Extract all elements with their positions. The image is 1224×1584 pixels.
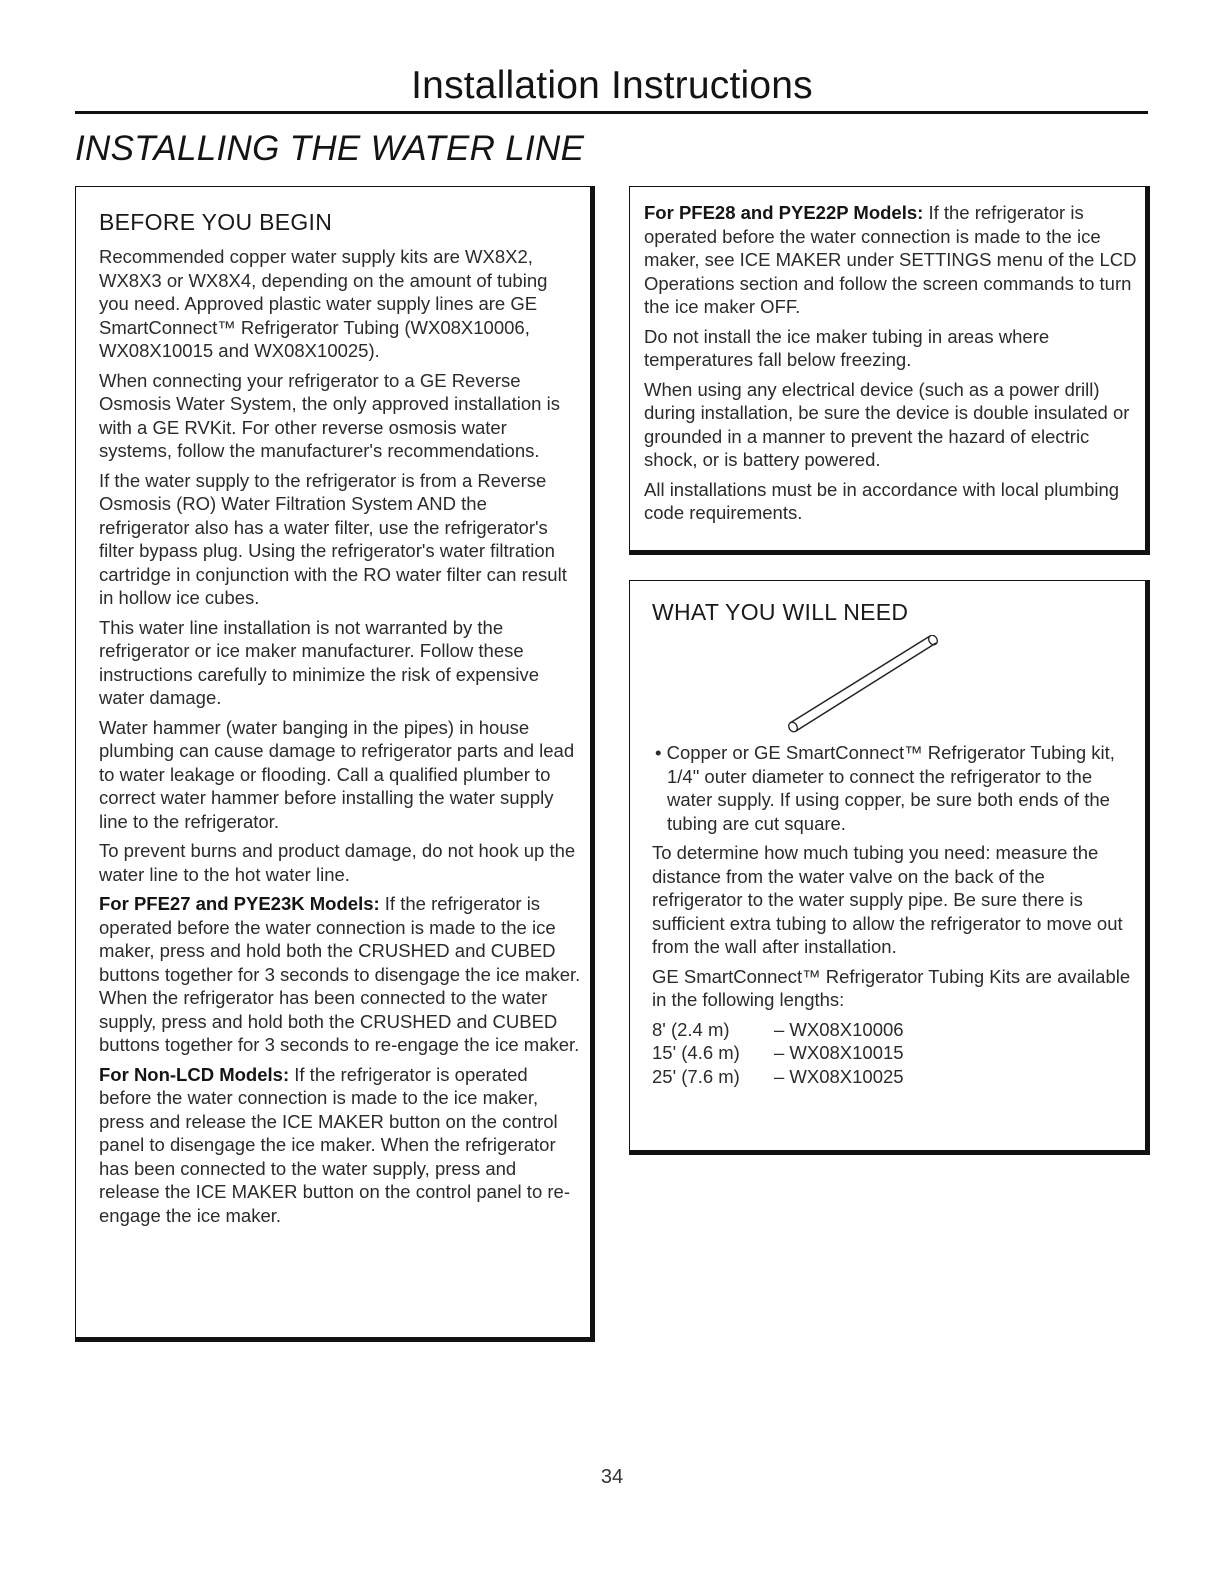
pfe27-lead: For PFE27 and PYE23K Models: bbox=[99, 893, 380, 914]
pfe27-text: If the refrigerator is operated before the water connection is made to the ice maker, press and hold both the CRUSHED and CUBED buttons together for 3 seconds to disengage the ice maker. When the refrigerator has been connected to the water supply, press and hold both the CRUSHED and CUBED buttons together for 3 seconds to re-engage the ice maker. bbox=[99, 893, 581, 1055]
kit-length: 8' (2.4 m) bbox=[652, 1018, 730, 1040]
hot-water-paragraph: To prevent burns and product damage, do not hook up the water line to the hot water line. bbox=[99, 840, 576, 885]
header-rule bbox=[75, 111, 1148, 114]
model-notes-box bbox=[629, 186, 1150, 555]
what-you-will-need-heading: WHAT YOU WILL NEED bbox=[652, 599, 909, 625]
reverse-osmosis-paragraph: When connecting your refrigerator to a GE Reverse Osmosis Water System, the only approved installation is with a GE RVKit. For other reverse osmosis water systems, follow the manufacturer's recommendations. bbox=[99, 369, 560, 461]
water-hammer-paragraph: Water hammer (water banging in the pipes) in house plumbing can cause damage to refrigerator parts and lead to water leakage or flooding. Call a qualified plumber to correct water hammer before installing the water supply line to the refrigerator. bbox=[99, 716, 575, 832]
page-header-title: Installation Instructions bbox=[411, 64, 813, 107]
kit-length: 25' (7.6 m) bbox=[652, 1065, 740, 1087]
what-you-will-need-content bbox=[652, 597, 1132, 1088]
kit-lengths-intro: GE SmartConnect™ Refrigerator Tubing Kits are available in the following lengths: bbox=[652, 965, 1131, 1010]
model-notes-content bbox=[644, 201, 1139, 531]
kit-length: 15' (4.6 m) bbox=[652, 1042, 740, 1063]
before-you-begin-heading: BEFORE YOU BEGIN bbox=[99, 209, 333, 235]
tubing-illustration-icon bbox=[770, 635, 970, 735]
freezing-paragraph: Do not install the ice maker tubing in areas where temperatures fall below freezing. bbox=[644, 325, 1050, 370]
pfe28-text: If the refrigerator is operated before the water connection is made to the ice maker, see ICE MAKER under SETTINGS menu of the LCD Operations section and follow the screen commands to turn the ice maker OFF. bbox=[644, 202, 1137, 317]
pfe28-paragraph bbox=[644, 201, 1139, 319]
before-you-begin-box bbox=[75, 186, 595, 1342]
electrical-device-paragraph: When using any electrical device (such as a power drill) during installation, be sure the device is double insulated or grounded in a manner to prevent the hazard of electric shock, or is battery powered. bbox=[644, 378, 1130, 470]
tubing-kit-bullet: • Copper or GE SmartConnect™ Refrigerator Tubing kit, 1/4" outer diameter to connect the refrigerator to the water supply. If using copper, be sure both ends of the tubing are cut square. bbox=[655, 742, 1115, 834]
kit-part-number: – WX08X10015 bbox=[774, 1042, 904, 1063]
kit-lengths-list bbox=[652, 1018, 1132, 1089]
pfe28-lead: For PFE28 and PYE22P Models: bbox=[644, 202, 924, 223]
filter-bypass-paragraph: If the water supply to the refrigerator is from a Reverse Osmosis (RO) Water Filtration System AND the refrigerator also has a water filter, use the refrigerator's filter bypass plug. Using the refrigerator's water filtration cartridge in conjunction with the RO water filter can result in hollow ice cubes. bbox=[99, 469, 567, 608]
warranty-paragraph: This water line installation is not warranted by the refrigerator or ice maker manufacturer. Follow these instructions carefully to minimize the risk of expensive water damage. bbox=[99, 616, 540, 708]
kit-length-row bbox=[652, 1018, 1132, 1042]
what-you-will-need-box bbox=[629, 580, 1150, 1155]
before-you-begin-content bbox=[99, 207, 582, 1233]
page-number: 34 bbox=[600, 1466, 624, 1488]
section-title: INSTALLING THE WATER LINE bbox=[75, 129, 585, 168]
kit-length-row bbox=[652, 1041, 1132, 1065]
pfe27-paragraph bbox=[99, 892, 582, 1057]
copper-kits-paragraph: Recommended copper water supply kits are WX8X2, WX8X3 or WX8X4, depending on the amount of tubing you need. Approved plastic water supply lines are GE SmartConnect™ Refrigerator Tubing (WX08X10006, WX08X10015 and WX08X10025). bbox=[99, 246, 548, 361]
non-lcd-lead: For Non-LCD Models: bbox=[99, 1063, 290, 1085]
plumbing-code-paragraph: All installations must be in accordance with local plumbing code requirements. bbox=[644, 478, 1120, 523]
non-lcd-text: If the refrigerator is operated before the water connection is made to the ice maker, press and release the ICE MAKER button on the control panel to disengage the ice maker. When the refrigerator has been connected to the water supply, press and release the ICE MAKER button on the control panel to re-engage the ice maker. bbox=[99, 1063, 570, 1226]
non-lcd-paragraph bbox=[99, 1063, 582, 1228]
kit-length-row bbox=[652, 1065, 1132, 1089]
measure-tubing-paragraph: To determine how much tubing you need: measure the distance from the water valve on the back of the refrigerator to the water supply pipe. Be sure there is sufficient extra tubing to allow the refrigerator to move out from the wall after installation. bbox=[652, 842, 1123, 957]
kit-part-number: – WX08X10006 bbox=[774, 1018, 904, 1040]
kit-part-number: – WX08X10025 bbox=[774, 1065, 904, 1087]
